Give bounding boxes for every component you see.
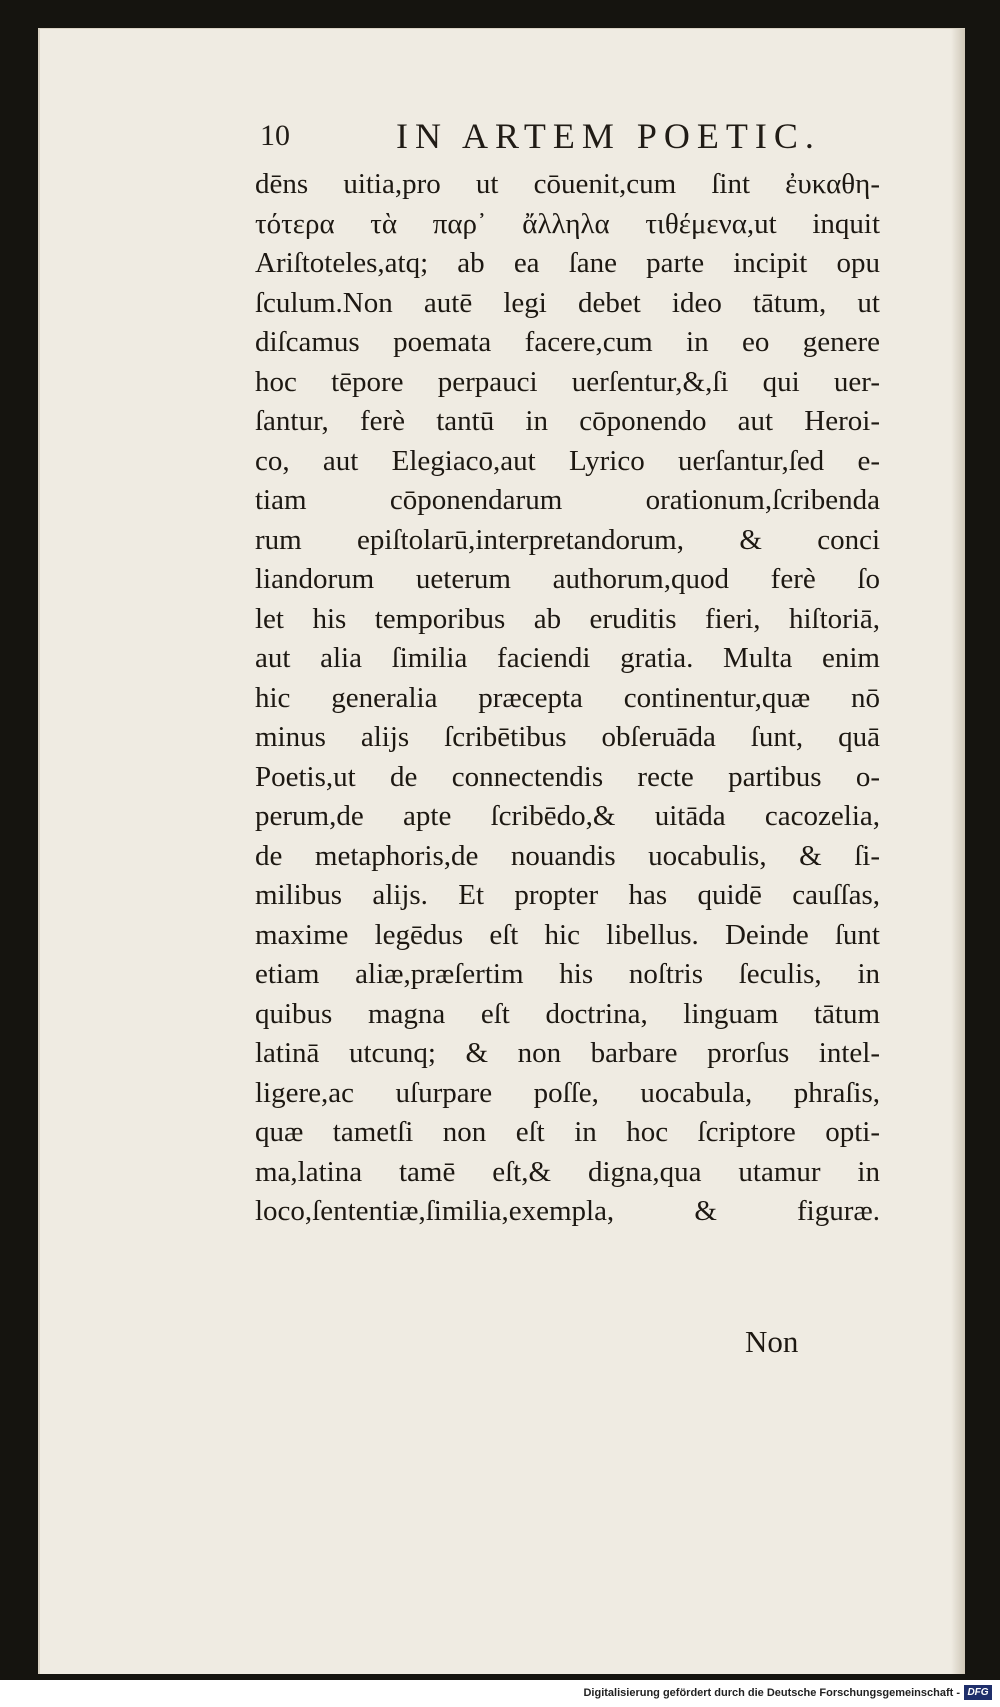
text-line: hoc tēpore perpauci uerſentur,&,ſi qui uer- (255, 365, 880, 398)
text-line: Poetis,ut de connectendis recte partibus o- (255, 760, 880, 793)
text-line: τότερα τὰ παρ᾽ ἄλληλα τιθέμενα,ut inquit (255, 207, 880, 240)
text-line: tiam cōponendarum orationum,ſcribenda (255, 484, 880, 516)
book-page (38, 28, 965, 1674)
text-line: Ariſtoteles,atq; ab ea ſane parte incipit opu (255, 247, 880, 279)
text-line: milibus aliјs. Et propter has quidē cauſſas, (255, 879, 880, 911)
text-line: minus aliјs ſcribētibus obſeruāda ſunt, quā (255, 721, 880, 753)
text-line: aut alia ſimilia faciendi gratia. Multa enim (255, 642, 880, 674)
dfg-logo: DFG (964, 1685, 992, 1700)
text-line: quibus magna eſt doctrina, linguam tātum (255, 997, 880, 1030)
text-line: let his temporibus ab eruditis fieri, hiſtoriā, (255, 602, 880, 635)
text-line: ſculum.Non autē legi debet ideo tātum, ut (255, 286, 880, 319)
running-head: IN ARTEM POETIC. (396, 116, 821, 156)
text-line: ma,latina tamē eſt,& digna,qua utamur in (255, 1155, 880, 1188)
text-line: co, aut Elegiaco,aut Lyrico uerſantur,ſed e- (255, 444, 880, 477)
footer-bar (0, 1680, 1000, 1707)
text-line: etiam aliæ,præſertim his noſtris ſeculis, in (255, 958, 880, 990)
text-line: diſcamus poemata facere,cum in eo genere (255, 326, 880, 358)
text-line: liandorum ueterum authorum,quod ferè ſo (255, 563, 880, 595)
text-line: hic generalia præcepta continentur,quæ nō (255, 681, 880, 714)
funding-credit: Digitalisierung gefördert durch die Deutsche Forschungsgemeinschaft - (583, 1687, 960, 1699)
text-line: ſantur, ferè tantū in cōponendo aut Heroi- (255, 405, 880, 437)
text-line: perum,de apte ſcribēdo,& uitāda cacozelia, (255, 800, 880, 832)
text-line: latinā utcunq; & non barbare prorſus intel- (255, 1037, 880, 1069)
catchword: Non (745, 1324, 799, 1359)
text-line: ligere,ac uſurpare poſſe, uocabula, phraſis, (255, 1076, 880, 1109)
text-line: rum epiſtolarū,interpretandorum, & conci (255, 523, 880, 556)
page-number: 10 (260, 119, 290, 152)
text-line: de metaphoris,de nouandis uocabulis, & ſi- (255, 839, 880, 872)
text-line: loco,ſententiæ,ſimilia,exempla, & figuræ. (255, 1195, 880, 1227)
text-block (255, 165, 880, 1232)
text-line: quæ tametſi non eſt in hoc ſcriptore opti- (255, 1116, 880, 1148)
text-line: maxime legēdus eſt hic libellus. Deinde ſunt (255, 918, 880, 951)
text-line: dēns uitia,pro ut cōuenit,cum ſint ἐυκαθη- (255, 168, 880, 200)
